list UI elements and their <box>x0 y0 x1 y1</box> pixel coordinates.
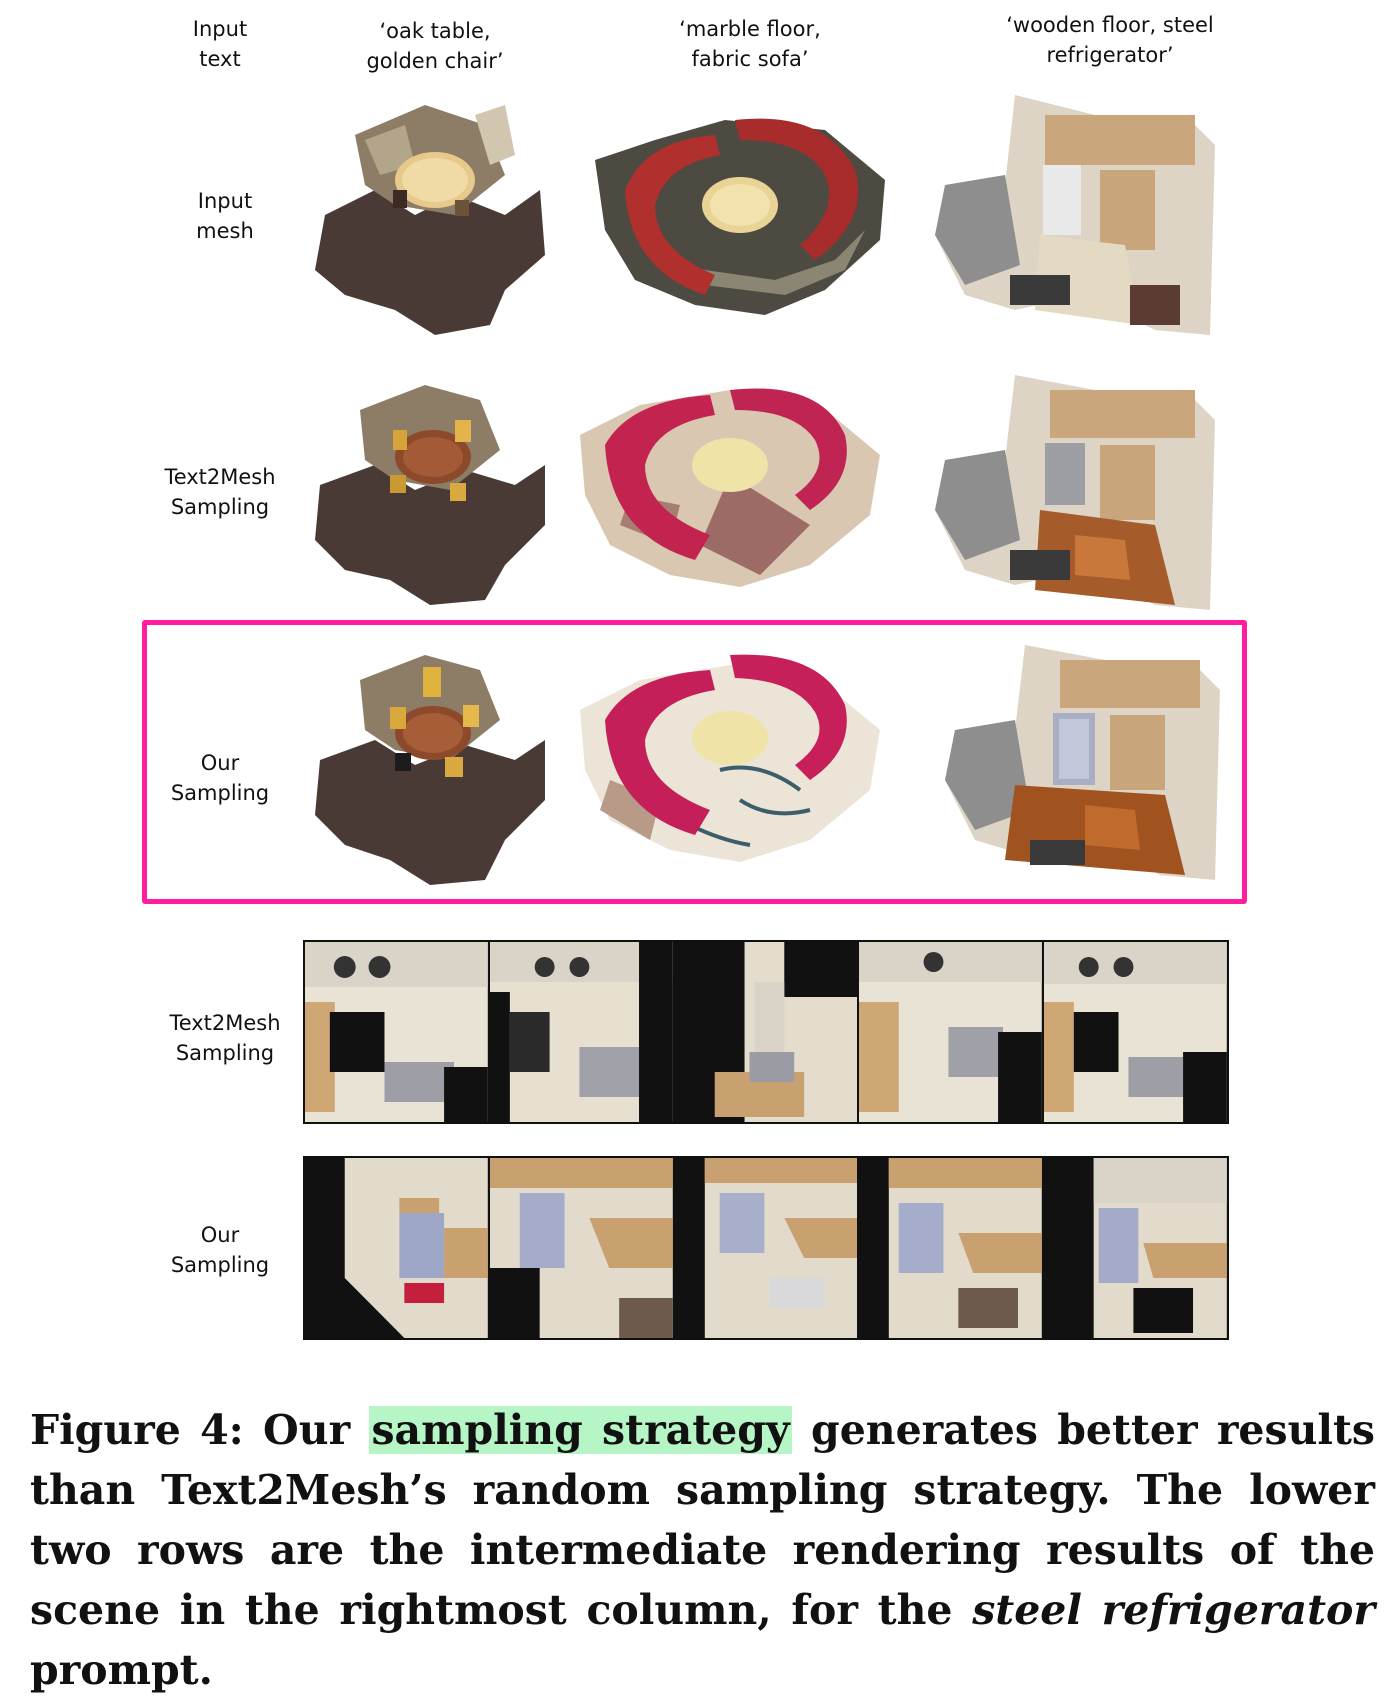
prompt-oak-table: ‘oak table, golden chair’ <box>366 19 504 73</box>
scene-input-oak-graphic <box>305 95 555 335</box>
strip-label-our-sampling: Our Sampling <box>170 1223 270 1277</box>
strip-our-sampling <box>303 1156 1229 1340</box>
scene-text2mesh-kitchen-graphic <box>925 365 1225 620</box>
scene-text2mesh-marble-graphic <box>570 375 890 590</box>
render-frame <box>490 942 675 1122</box>
scene-our-marble-graphic <box>570 650 890 865</box>
scene-input-kitchen-graphic <box>925 85 1225 345</box>
scene-input-marble-graphic <box>585 110 890 320</box>
scene-our-kitchen <box>935 635 1230 890</box>
caption-emphasis: steel refrigerator <box>972 1586 1375 1634</box>
render-frame-graphic <box>305 1158 488 1338</box>
row-label-text2mesh: Text2Mesh Sampling <box>164 465 276 519</box>
caption-lead: Figure 4: Our <box>30 1406 370 1454</box>
input-text-label: Input text <box>192 17 248 71</box>
row-label-input-mesh: Input mesh <box>196 189 254 243</box>
strip-text2mesh <box>303 940 1229 1124</box>
prompt-marble-floor: ‘marble floor, fabric sofa’ <box>679 17 821 71</box>
row-label-our-sampling: Our Sampling <box>170 751 270 805</box>
render-frame-graphic <box>490 942 673 1122</box>
render-frame-graphic <box>859 1158 1042 1338</box>
caption-tail: prompt. <box>30 1646 213 1694</box>
render-frame <box>859 942 1044 1122</box>
scene-our-marble <box>570 650 890 865</box>
render-frame <box>1044 942 1227 1122</box>
scene-input-kitchen <box>925 85 1225 345</box>
prompt-wooden-floor: ‘wooden floor, steel refrigerator’ <box>1006 13 1214 67</box>
render-frame <box>305 942 490 1122</box>
caption-highlight: sampling strategy <box>371 1406 790 1454</box>
scene-text2mesh-marble <box>570 375 890 590</box>
render-frame-graphic <box>675 1158 858 1338</box>
scene-text2mesh-oak-graphic <box>305 375 555 605</box>
scene-text2mesh-kitchen <box>925 365 1225 620</box>
scene-our-oak-graphic <box>305 645 555 885</box>
render-frame <box>1044 1158 1227 1338</box>
strip-label-text2mesh: Text2Mesh Sampling <box>169 1011 281 1065</box>
scene-our-kitchen-graphic <box>935 635 1230 890</box>
render-frame-graphic <box>1044 1158 1227 1338</box>
render-frame <box>675 1158 860 1338</box>
scene-input-oak <box>305 95 555 335</box>
render-frame-graphic <box>675 942 858 1122</box>
render-frame <box>490 1158 675 1338</box>
scene-text2mesh-oak <box>305 375 555 605</box>
render-frame-graphic <box>305 942 488 1122</box>
caption-middle: generates better results than Text2Mesh’s random sampling strategy. The lower two rows are the intermediate rendering results of the scene in the rightmost column, for the <box>30 1406 1375 1634</box>
render-frame-graphic <box>490 1158 673 1338</box>
render-frame-graphic <box>859 942 1042 1122</box>
render-frame <box>675 942 860 1122</box>
scene-input-marble <box>585 110 890 320</box>
figure-caption <box>30 1400 1375 1700</box>
render-frame-graphic <box>1044 942 1227 1122</box>
render-frame <box>305 1158 490 1338</box>
scene-our-oak <box>305 645 555 885</box>
render-frame <box>859 1158 1044 1338</box>
